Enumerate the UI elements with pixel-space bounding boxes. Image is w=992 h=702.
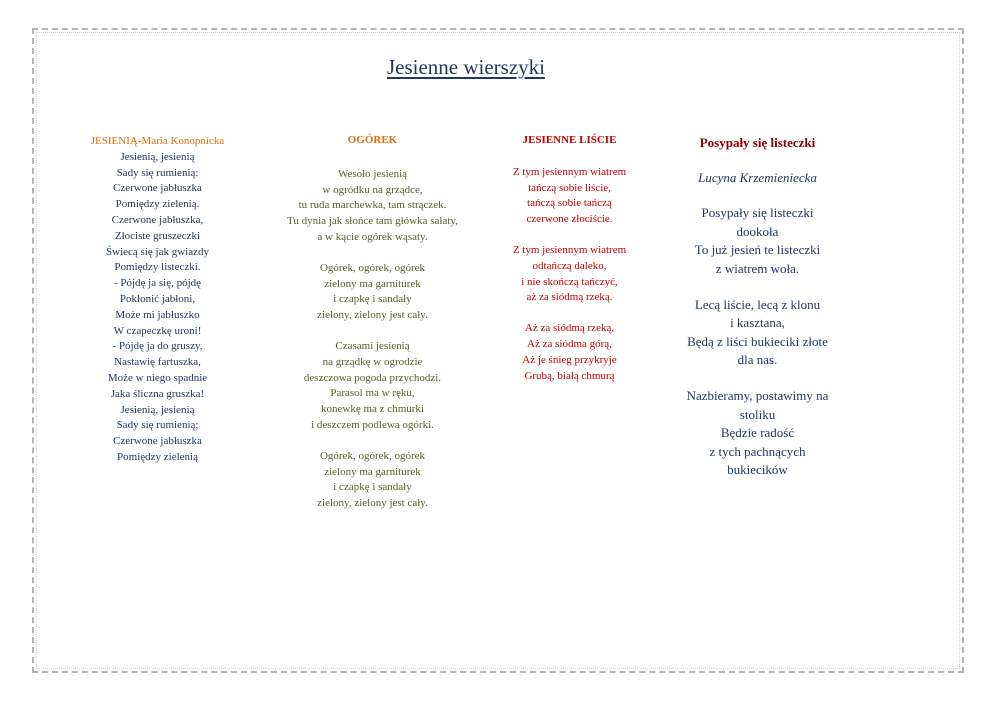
poem-line: dookoła: [736, 223, 779, 239]
poem-line: stoliku: [739, 406, 776, 422]
poem-line: Złociste gruszeczki: [114, 229, 201, 242]
poem-line: Może w niego spadnie: [107, 371, 208, 384]
poem-body: [655, 204, 860, 480]
poem-line: To już jesień te listeczki: [694, 242, 821, 258]
poem-stanza: [80, 150, 235, 466]
poem-line: Nastawię fartuszka,: [114, 356, 201, 369]
poem-line: i czapkę i sandały: [333, 293, 412, 306]
poem-line: Świecą się jak gwiazdy: [106, 245, 209, 258]
poem-heading: JESIENNE LIŚCIE: [522, 134, 617, 146]
poem-ogorek: [270, 133, 475, 512]
poem-line: Z tym jesiennym wiatrem: [512, 165, 627, 178]
poem-line: Czerwone jabłuszka: [113, 435, 202, 448]
poem-line: Posypały się listeczki: [701, 205, 814, 221]
poem-line: Tu dynia jak słońce tam główka sałaty,: [287, 215, 458, 228]
poem-line: konewkę ma z chmurki: [321, 403, 424, 416]
poem-stanza: [492, 243, 647, 306]
poem-posypaly-sie-listeczki: [655, 134, 860, 480]
poem-line: Pokłonić jabłoni,: [119, 292, 196, 305]
poem-line: Nazbieramy, postawimy na: [686, 387, 829, 403]
poem-stanza: [492, 321, 647, 384]
poem-line: aż za siódmą rzeką.: [526, 291, 613, 304]
poem-line: Ogórek, ogórek, ogórek: [319, 449, 426, 462]
poem-line: z wiatrem woła.: [715, 260, 800, 276]
poem-line: tańczą sobie liście,: [528, 181, 611, 194]
poem-line: W czapeczkę uroni!: [113, 324, 202, 337]
page-title: Jesienne wierszyki: [386, 55, 546, 79]
poem-heading: JESIENIĄ-Maria Konopnicka: [90, 135, 225, 147]
poem-line: Czasami jesienią: [335, 339, 410, 352]
poem-line: Będzie radość: [720, 425, 795, 441]
poem-line: bukiecików: [727, 462, 788, 478]
poem-line: - Pójdę ja się, pójdę: [113, 277, 202, 290]
poem-line: dla nas.: [737, 352, 778, 368]
poem-line: na grządkę w ogrodzie: [322, 355, 423, 368]
poem-line: Parasol ma w ręku,: [330, 387, 415, 400]
poem-line: odtańczą daleko,: [532, 259, 607, 272]
poem-line: - Pójdę ja do gruszy,: [112, 340, 203, 353]
poem-body: [270, 167, 475, 512]
poem-author: Lucyna Krzemieniecka: [698, 169, 817, 185]
poem-line: zielony, zielony jest cały.: [317, 309, 428, 322]
poem-line: a w kącie ogórek wąsaty.: [317, 230, 428, 243]
poem-line: Jesienią, jesienią: [120, 150, 195, 163]
poem-heading: Posypały się listeczki: [699, 135, 816, 150]
poem-line: Lecą liście, lecą z klonu: [694, 296, 821, 312]
poem-stanza: [270, 167, 475, 246]
poem-body: [492, 165, 647, 385]
poem-line: i deszczem podlewa ogórki.: [311, 418, 434, 431]
poem-line: Wesoło jesienią: [337, 167, 408, 180]
poem-line: Może mi jabłuszko: [115, 308, 200, 321]
poem-jesienia: [80, 134, 235, 466]
poem-line: Sady się rumienią:: [116, 166, 199, 179]
poem-stanza: [270, 339, 475, 434]
poem-line: Pomiędzy zielenią.: [115, 198, 200, 211]
poem-line: i czapkę i sandały: [333, 481, 412, 494]
poem-stanza: [270, 261, 475, 324]
poem-line: tu ruda marchewka, tam strączek.: [298, 199, 447, 212]
poem-line: deszczowa pogoda przychodzi.: [303, 371, 442, 384]
poem-line: z tych pachnących: [709, 443, 806, 459]
poem-stanza: [655, 387, 860, 480]
poem-stanza: [492, 165, 647, 228]
poem-line: tańczą sobie tańczą: [527, 197, 612, 210]
poem-stanza: [655, 204, 860, 278]
poem-stanza: [270, 449, 475, 512]
poem-line: Jesienią, jesienią: [120, 403, 195, 416]
poem-heading: OGÓREK: [347, 134, 398, 146]
poem-line: Sady się rumienią;: [116, 419, 199, 432]
poem-line: zielony ma garniturek: [324, 465, 421, 478]
poem-line: Będą z liści bukieciki złote: [687, 333, 828, 349]
poem-line: i kasztana,: [730, 315, 785, 331]
poem-line: czerwone złociście.: [526, 213, 613, 226]
poem-line: Pomiędzy listeczki.: [114, 261, 201, 274]
poem-line: Aż je śnieg przykryje: [522, 353, 617, 366]
poem-line: i nie skończą tańczyć,: [521, 275, 618, 288]
poem-line: Aż za siódma górą,: [527, 337, 612, 350]
poem-line: Z tym jesiennym wiatrem: [512, 243, 627, 256]
poem-line: Grubą, białą chmurą: [524, 369, 615, 382]
poem-body: [80, 150, 235, 466]
poem-line: w ogródku na grządce,: [322, 183, 423, 196]
poem-line: Jaka śliczna gruszka!: [110, 387, 205, 400]
poem-line: Ogórek, ogórek, ogórek: [319, 261, 426, 274]
poem-line: Czerwone jabłuszka,: [111, 213, 204, 226]
poem-jesienne-liscie: [492, 133, 647, 384]
poem-line: Aż za siódmą rzeką,: [524, 322, 615, 335]
poem-stanza: [655, 296, 860, 370]
poem-line: zielony ma garniturek: [324, 277, 421, 290]
poem-line: zielony, zielony jest cały.: [317, 497, 428, 510]
poem-line: Czerwone jabłuszka: [113, 182, 202, 195]
poem-line: Pomiędzy zielenią: [117, 450, 198, 463]
